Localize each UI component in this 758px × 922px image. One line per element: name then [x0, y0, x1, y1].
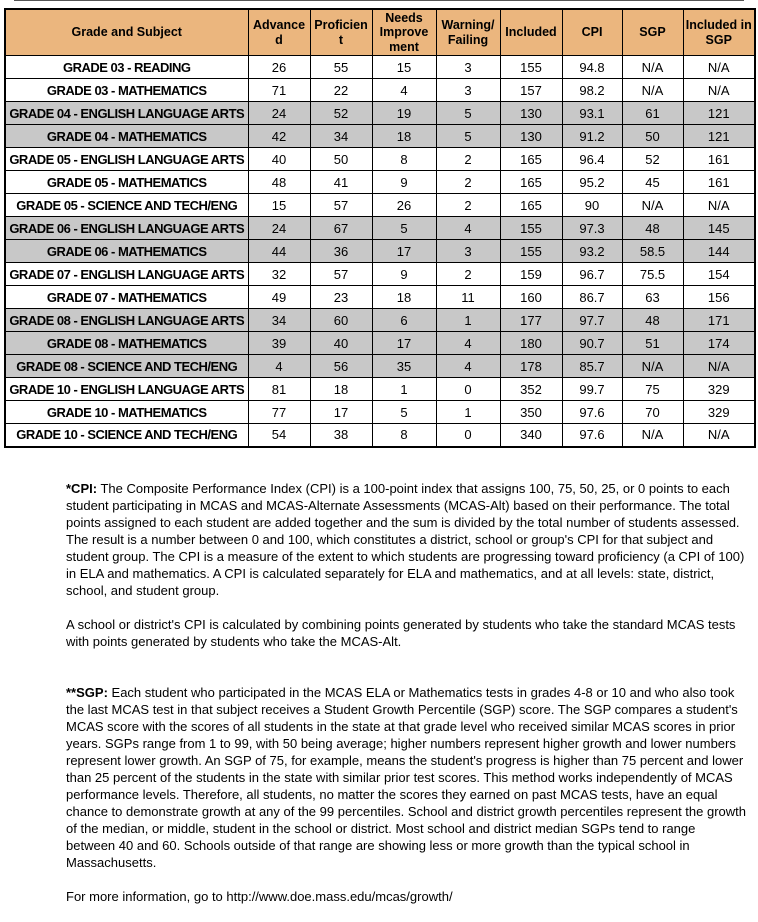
top-rule: [14, 0, 744, 1]
column-header-warning_failing: Warning/ Failing: [436, 9, 500, 56]
cell-included: 130: [500, 102, 562, 125]
cell-warning_failing: 3: [436, 240, 500, 263]
cell-sgp: 75.5: [622, 263, 683, 286]
table-row: [5, 309, 755, 332]
table-row: [5, 286, 755, 309]
cell-warning_failing: 2: [436, 148, 500, 171]
cell-included: 165: [500, 171, 562, 194]
cell-cpi: 91.2: [562, 125, 622, 148]
table-row: [5, 263, 755, 286]
more-info-text: For more information, go to http://www.doe.mass.edu/mcas/growth/: [66, 889, 453, 904]
cell-subject: GRADE 06 - MATHEMATICS: [5, 240, 248, 263]
cell-sgp: 52: [622, 148, 683, 171]
cell-proficient: 60: [310, 309, 372, 332]
table-row: [5, 424, 755, 447]
cell-warning_failing: 11: [436, 286, 500, 309]
cell-included_in_sgp: 329: [683, 401, 755, 424]
cell-sgp: N/A: [622, 56, 683, 79]
cell-cpi: 95.2: [562, 171, 622, 194]
cell-included_in_sgp: N/A: [683, 355, 755, 378]
cell-warning_failing: 4: [436, 355, 500, 378]
cell-included_in_sgp: 171: [683, 309, 755, 332]
cell-included_in_sgp: N/A: [683, 79, 755, 102]
cell-proficient: 17: [310, 401, 372, 424]
cell-cpi: 97.6: [562, 424, 622, 447]
cell-cpi: 97.7: [562, 309, 622, 332]
cell-advanced: 77: [248, 401, 310, 424]
cell-cpi: 85.7: [562, 355, 622, 378]
cell-included_in_sgp: N/A: [683, 424, 755, 447]
cell-warning_failing: 2: [436, 263, 500, 286]
cell-subject: GRADE 04 - ENGLISH LANGUAGE ARTS: [5, 102, 248, 125]
cell-proficient: 38: [310, 424, 372, 447]
sgp-footnote: [66, 684, 748, 871]
cpi-footnote-continued: [66, 616, 748, 650]
table-row: [5, 332, 755, 355]
footnotes-section: [66, 480, 748, 922]
cell-proficient: 18: [310, 378, 372, 401]
cell-included_in_sgp: 144: [683, 240, 755, 263]
cell-needs_improvement: 9: [372, 171, 436, 194]
cell-subject: GRADE 07 - MATHEMATICS: [5, 286, 248, 309]
cell-needs_improvement: 8: [372, 148, 436, 171]
cell-proficient: 22: [310, 79, 372, 102]
cpi-footnote: [66, 480, 748, 599]
cell-cpi: 93.2: [562, 240, 622, 263]
table-row: [5, 56, 755, 79]
column-header-cpi: CPI: [562, 9, 622, 56]
cell-included_in_sgp: 156: [683, 286, 755, 309]
cell-advanced: 4: [248, 355, 310, 378]
cell-needs_improvement: 5: [372, 217, 436, 240]
cell-advanced: 44: [248, 240, 310, 263]
cell-subject: GRADE 10 - SCIENCE AND TECH/ENG: [5, 424, 248, 447]
cell-sgp: 61: [622, 102, 683, 125]
cell-subject: GRADE 08 - ENGLISH LANGUAGE ARTS: [5, 309, 248, 332]
cell-subject: GRADE 05 - MATHEMATICS: [5, 171, 248, 194]
cell-sgp: N/A: [622, 424, 683, 447]
cell-advanced: 81: [248, 378, 310, 401]
cell-proficient: 23: [310, 286, 372, 309]
cell-cpi: 97.6: [562, 401, 622, 424]
table-row: [5, 401, 755, 424]
cell-subject: GRADE 08 - SCIENCE AND TECH/ENG: [5, 355, 248, 378]
cell-cpi: 98.2: [562, 79, 622, 102]
results-tbody: [5, 56, 755, 447]
table-row: [5, 355, 755, 378]
cell-needs_improvement: 17: [372, 240, 436, 263]
header-row: [5, 9, 755, 56]
cell-subject: GRADE 10 - MATHEMATICS: [5, 401, 248, 424]
cell-included_in_sgp: 154: [683, 263, 755, 286]
cell-sgp: 63: [622, 286, 683, 309]
cell-sgp: 48: [622, 217, 683, 240]
cell-subject: GRADE 05 - SCIENCE AND TECH/ENG: [5, 194, 248, 217]
cell-sgp: 50: [622, 125, 683, 148]
cell-needs_improvement: 1: [372, 378, 436, 401]
cell-advanced: 48: [248, 171, 310, 194]
cell-cpi: 90: [562, 194, 622, 217]
cell-sgp: 48: [622, 309, 683, 332]
table-row: [5, 125, 755, 148]
cell-needs_improvement: 9: [372, 263, 436, 286]
cell-included: 160: [500, 286, 562, 309]
cell-cpi: 99.7: [562, 378, 622, 401]
cell-advanced: 32: [248, 263, 310, 286]
cell-advanced: 39: [248, 332, 310, 355]
cell-included_in_sgp: 329: [683, 378, 755, 401]
cell-included: 157: [500, 79, 562, 102]
cell-cpi: 97.3: [562, 217, 622, 240]
more-info-line: [66, 888, 748, 905]
cell-subject: GRADE 05 - ENGLISH LANGUAGE ARTS: [5, 148, 248, 171]
cell-cpi: 96.4: [562, 148, 622, 171]
column-header-proficient: Proficient: [310, 9, 372, 56]
cell-included: 165: [500, 148, 562, 171]
cell-warning_failing: 3: [436, 79, 500, 102]
cell-cpi: 96.7: [562, 263, 622, 286]
cell-proficient: 41: [310, 171, 372, 194]
column-header-included_in_sgp: Included in SGP: [683, 9, 755, 56]
cell-advanced: 26: [248, 56, 310, 79]
cell-sgp: 45: [622, 171, 683, 194]
cell-subject: GRADE 04 - MATHEMATICS: [5, 125, 248, 148]
cell-needs_improvement: 15: [372, 56, 436, 79]
cell-needs_improvement: 17: [372, 332, 436, 355]
cell-proficient: 50: [310, 148, 372, 171]
mcas-results-table: [4, 8, 756, 448]
cell-warning_failing: 0: [436, 424, 500, 447]
cell-proficient: 52: [310, 102, 372, 125]
cell-sgp: 51: [622, 332, 683, 355]
cell-warning_failing: 1: [436, 309, 500, 332]
table-row: [5, 148, 755, 171]
column-header-advanced: Advanced: [248, 9, 310, 56]
cell-included: 180: [500, 332, 562, 355]
cell-included: 350: [500, 401, 562, 424]
cpi-footnote-text: The Composite Performance Index (CPI) is a 100-point index that assigns 100, 75, 50, 25, or 0 points to each student participating in MCAS and MCAS-Alternate Assessments (MCAS-Alt) based on their performance. The total points assigned to each student are added together and the sum is divided by the total number of students assessed. The result is a number between 0 and 100, which constitutes a district, school or group's CPI for that subject and student group. The CPI is a measure of the extent to which students are progressing toward proficiency (a CPI of 100) in ELA and mathematics. A CPI is calculated separately for ELA and mathematics, and at all levels: state, district, school, and student group.: [66, 481, 745, 598]
cell-proficient: 56: [310, 355, 372, 378]
column-header-included: Included: [500, 9, 562, 56]
cell-cpi: 86.7: [562, 286, 622, 309]
cell-needs_improvement: 18: [372, 125, 436, 148]
cell-cpi: 94.8: [562, 56, 622, 79]
cell-warning_failing: 5: [436, 125, 500, 148]
cell-included_in_sgp: N/A: [683, 194, 755, 217]
cell-proficient: 40: [310, 332, 372, 355]
column-header-sgp: SGP: [622, 9, 683, 56]
cell-advanced: 71: [248, 79, 310, 102]
cell-sgp: 75: [622, 378, 683, 401]
cell-warning_failing: 4: [436, 217, 500, 240]
table-row: [5, 79, 755, 102]
cell-included_in_sgp: 121: [683, 102, 755, 125]
cell-included: 177: [500, 309, 562, 332]
table-row: [5, 217, 755, 240]
cell-warning_failing: 4: [436, 332, 500, 355]
cell-advanced: 24: [248, 217, 310, 240]
table-row: [5, 240, 755, 263]
cell-subject: GRADE 07 - ENGLISH LANGUAGE ARTS: [5, 263, 248, 286]
cell-included_in_sgp: 161: [683, 148, 755, 171]
cell-sgp: N/A: [622, 194, 683, 217]
cell-sgp: N/A: [622, 79, 683, 102]
cell-included: 352: [500, 378, 562, 401]
cell-proficient: 67: [310, 217, 372, 240]
cell-needs_improvement: 26: [372, 194, 436, 217]
cell-proficient: 57: [310, 194, 372, 217]
cell-included: 155: [500, 217, 562, 240]
cell-included: 155: [500, 56, 562, 79]
cell-included: 130: [500, 125, 562, 148]
cell-proficient: 55: [310, 56, 372, 79]
cell-needs_improvement: 8: [372, 424, 436, 447]
cell-sgp: 58.5: [622, 240, 683, 263]
cell-warning_failing: 1: [436, 401, 500, 424]
cell-warning_failing: 2: [436, 194, 500, 217]
cell-proficient: 34: [310, 125, 372, 148]
cpi-footnote-text2: A school or district's CPI is calculated by combining points generated by students who take the standard MCAS tests with points generated by students who take the MCAS-Alt.: [66, 617, 736, 649]
cell-needs_improvement: 18: [372, 286, 436, 309]
cell-included: 340: [500, 424, 562, 447]
cell-advanced: 49: [248, 286, 310, 309]
cell-advanced: 40: [248, 148, 310, 171]
cell-subject: GRADE 06 - ENGLISH LANGUAGE ARTS: [5, 217, 248, 240]
table-row: [5, 102, 755, 125]
cell-included_in_sgp: N/A: [683, 56, 755, 79]
sgp-footnote-label: **SGP:: [66, 685, 108, 700]
cell-subject: GRADE 10 - ENGLISH LANGUAGE ARTS: [5, 378, 248, 401]
cell-proficient: 57: [310, 263, 372, 286]
cell-included_in_sgp: 121: [683, 125, 755, 148]
cell-cpi: 93.1: [562, 102, 622, 125]
cell-warning_failing: 0: [436, 378, 500, 401]
table-row: [5, 194, 755, 217]
table-row: [5, 171, 755, 194]
cell-subject: GRADE 03 - READING: [5, 56, 248, 79]
cell-sgp: N/A: [622, 355, 683, 378]
cell-needs_improvement: 5: [372, 401, 436, 424]
table-row: [5, 378, 755, 401]
cell-needs_improvement: 6: [372, 309, 436, 332]
cell-warning_failing: 2: [436, 171, 500, 194]
cell-sgp: 70: [622, 401, 683, 424]
cell-advanced: 15: [248, 194, 310, 217]
cell-included: 178: [500, 355, 562, 378]
cell-advanced: 42: [248, 125, 310, 148]
cell-warning_failing: 3: [436, 56, 500, 79]
cell-warning_failing: 5: [436, 102, 500, 125]
cell-advanced: 54: [248, 424, 310, 447]
column-header-subject: Grade and Subject: [5, 9, 248, 56]
cell-proficient: 36: [310, 240, 372, 263]
cell-included: 159: [500, 263, 562, 286]
cell-included_in_sgp: 161: [683, 171, 755, 194]
cell-subject: GRADE 08 - MATHEMATICS: [5, 332, 248, 355]
column-header-needs_improvement: Needs Improvement: [372, 9, 436, 56]
cell-included_in_sgp: 145: [683, 217, 755, 240]
cell-advanced: 34: [248, 309, 310, 332]
cell-included: 155: [500, 240, 562, 263]
cell-subject: GRADE 03 - MATHEMATICS: [5, 79, 248, 102]
cell-needs_improvement: 4: [372, 79, 436, 102]
cell-needs_improvement: 19: [372, 102, 436, 125]
sgp-footnote-text: Each student who participated in the MCAS ELA or Mathematics tests in grades 4-8 or 10 and who also took the last MCAS test in that subject receives a Student Growth Percentile (SGP) score. The SGP compares a student's MCAS score with the scores of all students in the state at that grade level who received similar MCAS scores in prior years. SGPs range from 1 to 99, with 50 being average; higher numbers represent higher growth and lower numbers represent lower growth. An SGP of 75, for example, means the student's progress is higher than 75 percent and lower than 25 percent of the students in the state with similar prior test scores. This method works independently of MCAS performance levels. Therefore, all students, no matter the scores they earned on past MCAS tests, have an equal chance to demonstrate growth at any of the 99 percentiles. School and district growth percentiles represent the growth of the median, or middle, student in the school or district. Most school and district median SGPs tend to range between 40 and 60. Schools outside of that range are showing less or more growth than the typical school in Massachusetts.: [66, 685, 746, 870]
cell-needs_improvement: 35: [372, 355, 436, 378]
cpi-footnote-label: *CPI:: [66, 481, 98, 496]
cell-cpi: 90.7: [562, 332, 622, 355]
cell-included: 165: [500, 194, 562, 217]
cell-advanced: 24: [248, 102, 310, 125]
cell-included_in_sgp: 174: [683, 332, 755, 355]
